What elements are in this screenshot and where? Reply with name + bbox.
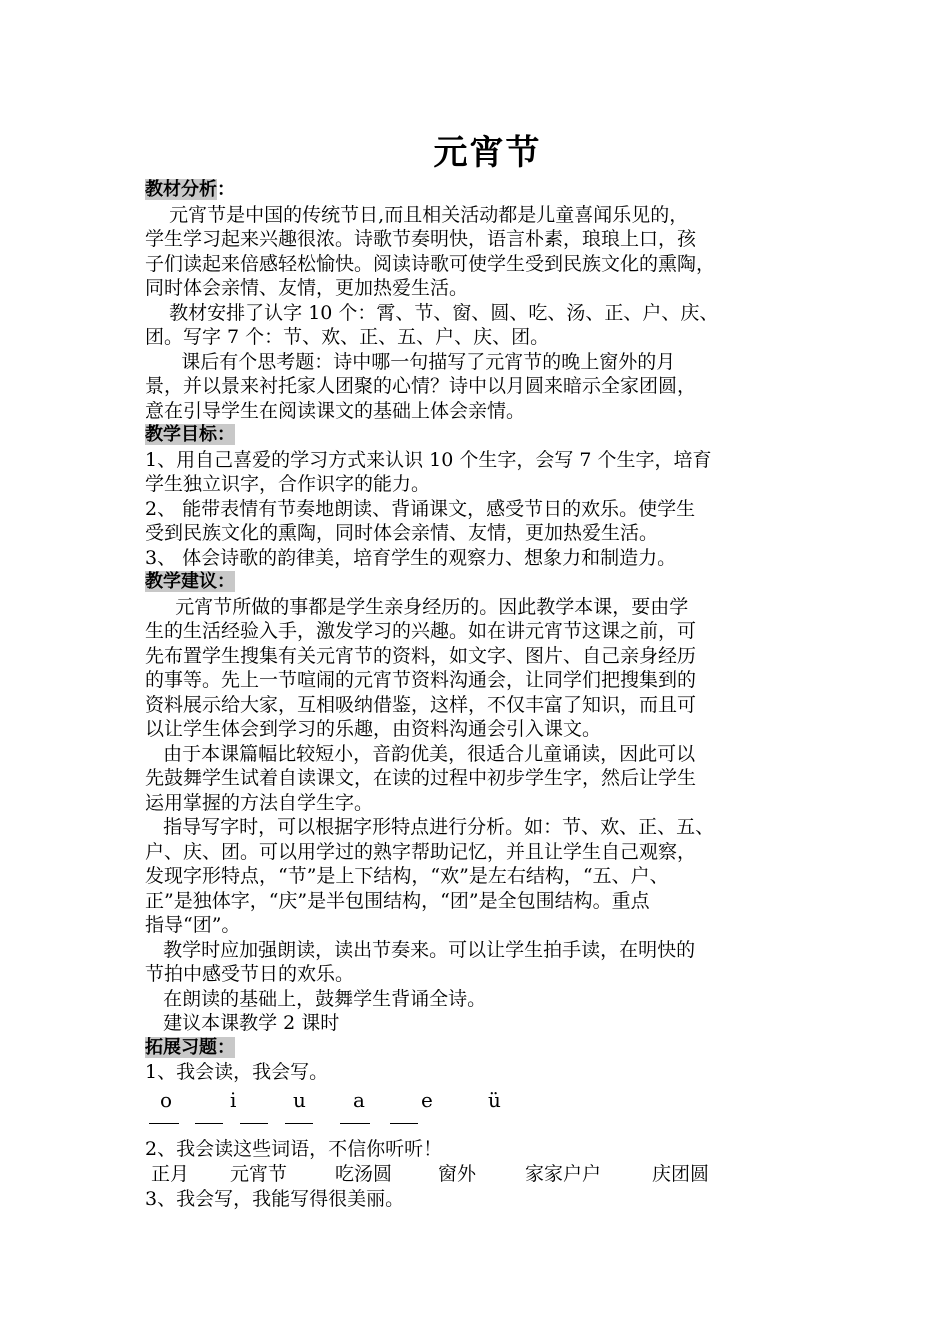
heading-colon: ： (217, 1036, 235, 1058)
paragraph-line: 3、 体会诗歌的韵律美，培育学生的观察力、想象力和制造力。 (145, 546, 677, 569)
paragraph-line: 元宵节所做的事都是学生亲身经历的。因此教学本课，要由学 (145, 595, 689, 618)
paragraph-line: 教学时应加强朗读，读出节奏来。可以让学生拍手读，在明快的 (145, 938, 696, 961)
heading-colon: ： (217, 571, 235, 592)
writing-blank[interactable] (285, 1123, 313, 1124)
writing-blank[interactable] (195, 1123, 223, 1124)
heading-colon: ： (217, 179, 235, 200)
pinyin-letter: o (160, 1087, 173, 1112)
exercises-body (145, 1060, 830, 1212)
analysis-body (145, 203, 830, 424)
heading-text: 教学建议 (145, 571, 217, 592)
section-heading-suggestions (145, 570, 830, 595)
paragraph-line: 先鼓舞学生试着自读课文，在读的过程中初步学生字，然后让学生 (145, 767, 697, 789)
paragraph-line: 课后有个思考题：诗中哪一句描写了元宵节的晚上窗外的月 (145, 350, 676, 373)
paragraph-line: 受到民族文化的熏陶，同时体会亲情、友情，更加热爱生活。 (145, 522, 659, 544)
paragraph-line: 生的生活经验入手，激发学习的兴趣。如在讲元宵节这课之前，可 (145, 620, 697, 642)
vocab-word: 正月 (151, 1163, 190, 1185)
writing-blank[interactable] (240, 1123, 268, 1124)
paragraph-line: 学生独立识字，合作识字的能力。 (145, 473, 431, 495)
paragraph-line: 1、用自己喜爱的学习方式来认识 10 个生字，会写 7 个生字，培育 (145, 448, 712, 471)
exercise-item-2: 2、我会读这些词语，不信你听听！ (145, 1137, 443, 1160)
pinyin-letter: a (353, 1087, 365, 1112)
paragraph-line: 户、庆、团。可以用学过的熟字帮助记忆，并且让学生自己观察， (145, 840, 697, 863)
paragraph-line: 2、 能带表情有节奏地朗读、背诵课文，感受节日的欢乐。使学生 (145, 497, 696, 520)
paragraph-line: 在朗读的基础上，鼓舞学生背诵全诗。 (145, 987, 487, 1010)
writing-blank[interactable] (149, 1123, 179, 1124)
paragraph-line: 教材安排了认字 10 个：霄、节、窗、圆、吃、汤、正、户、庆、 (145, 301, 719, 324)
paragraph-line: 团。写字 7 个：节、欢、正、五、户、庆、团。 (145, 326, 550, 348)
paragraph-line: 节拍中感受节日的欢乐。 (145, 963, 355, 985)
document-title: 元宵节 (433, 133, 542, 173)
heading-text: 教材分析 (145, 179, 217, 200)
vocab-word: 家家户户 (525, 1163, 602, 1185)
paragraph-line: 发现字形特点，“节”是上下结构，“欢”是左右结构，“五、户、 (145, 865, 669, 887)
pinyin-letter: e (421, 1087, 433, 1112)
paragraph-line: 同时体会亲情、友情，更加热爱生活。 (145, 277, 469, 299)
pinyin-letter: i (230, 1087, 237, 1112)
pinyin-row (145, 1085, 830, 1115)
paragraph-line: 学生学习起来兴趣很浓。诗歌节奏明快，语言朴素，琅琅上口，孩 (145, 228, 697, 250)
paragraph-line: 的事等。先上一节喧闹的元宵节资料沟通会，让同学们把搜集到的 (145, 669, 697, 691)
suggestions-body (145, 595, 830, 1036)
paragraph-line: 资料展示给大家，互相吸纳借鉴，这样，不仅丰富了知识，而且可 (145, 693, 697, 716)
paragraph-line: 景，并以景来衬托家人团聚的心情？诗中以月圆来暗示全家团圆， (145, 375, 697, 397)
paragraph-line: 正”是独体字，“庆”是半包围结构，“团”是全包围结构。重点 (145, 889, 650, 912)
document-page (145, 128, 830, 1212)
writing-blank[interactable] (340, 1123, 370, 1124)
section-heading-exercises (145, 1036, 830, 1061)
goals-body (145, 448, 830, 571)
paragraph-line: 意在引导学生在阅读课文的基础上体会亲情。 (145, 399, 526, 422)
pinyin-letter: ü (488, 1087, 501, 1112)
paragraph-line: 运用掌握的方法自学生字。 (145, 791, 374, 814)
heading-text: 教学目标 (145, 424, 217, 445)
section-heading-goals (145, 423, 830, 448)
paragraph-line: 建议本课教学 2 课时 (145, 1012, 340, 1034)
section-heading-analysis (145, 178, 830, 203)
pinyin-letter: u (293, 1087, 306, 1112)
heading-text: 拓展习题 (145, 1036, 217, 1058)
vocab-word: 庆团圆 (652, 1163, 710, 1185)
writing-blanks (145, 1115, 830, 1137)
paragraph-line: 指导“团”。 (145, 914, 241, 936)
exercise-item-3: 3、我会写，我能写得很美丽。 (145, 1188, 405, 1210)
words-row (145, 1161, 830, 1187)
heading-colon: ： (217, 424, 235, 445)
paragraph-line: 以让学生体会到学习的乐趣，由资料沟通会引入课文。 (145, 718, 602, 740)
paragraph-line: 子们读起来倍感轻松愉快。阅读诗歌可使学生受到民族文化的熏陶， (145, 252, 716, 275)
paragraph-line: 由于本课篇幅比较短小，音韵优美，很适合儿童诵读，因此可以 (145, 742, 696, 765)
vocab-word: 窗外 (438, 1163, 477, 1185)
paragraph-line: 元宵节是中国的传统节日,而且相关活动都是儿童喜闻乐见的， (145, 203, 689, 226)
vocab-word: 元宵节 (230, 1163, 288, 1185)
vocab-word: 吃汤圆 (335, 1163, 393, 1185)
paragraph-line: 指导写字时，可以根据字形特点进行分析。如：节、欢、正、五、 (145, 816, 715, 838)
paragraph-line: 先布置学生搜集有关元宵节的资料，如文字、图片、自己亲身经历 (145, 644, 697, 667)
writing-blank[interactable] (390, 1123, 418, 1124)
exercise-item-1: 1、我会读，我会写。 (145, 1061, 329, 1083)
